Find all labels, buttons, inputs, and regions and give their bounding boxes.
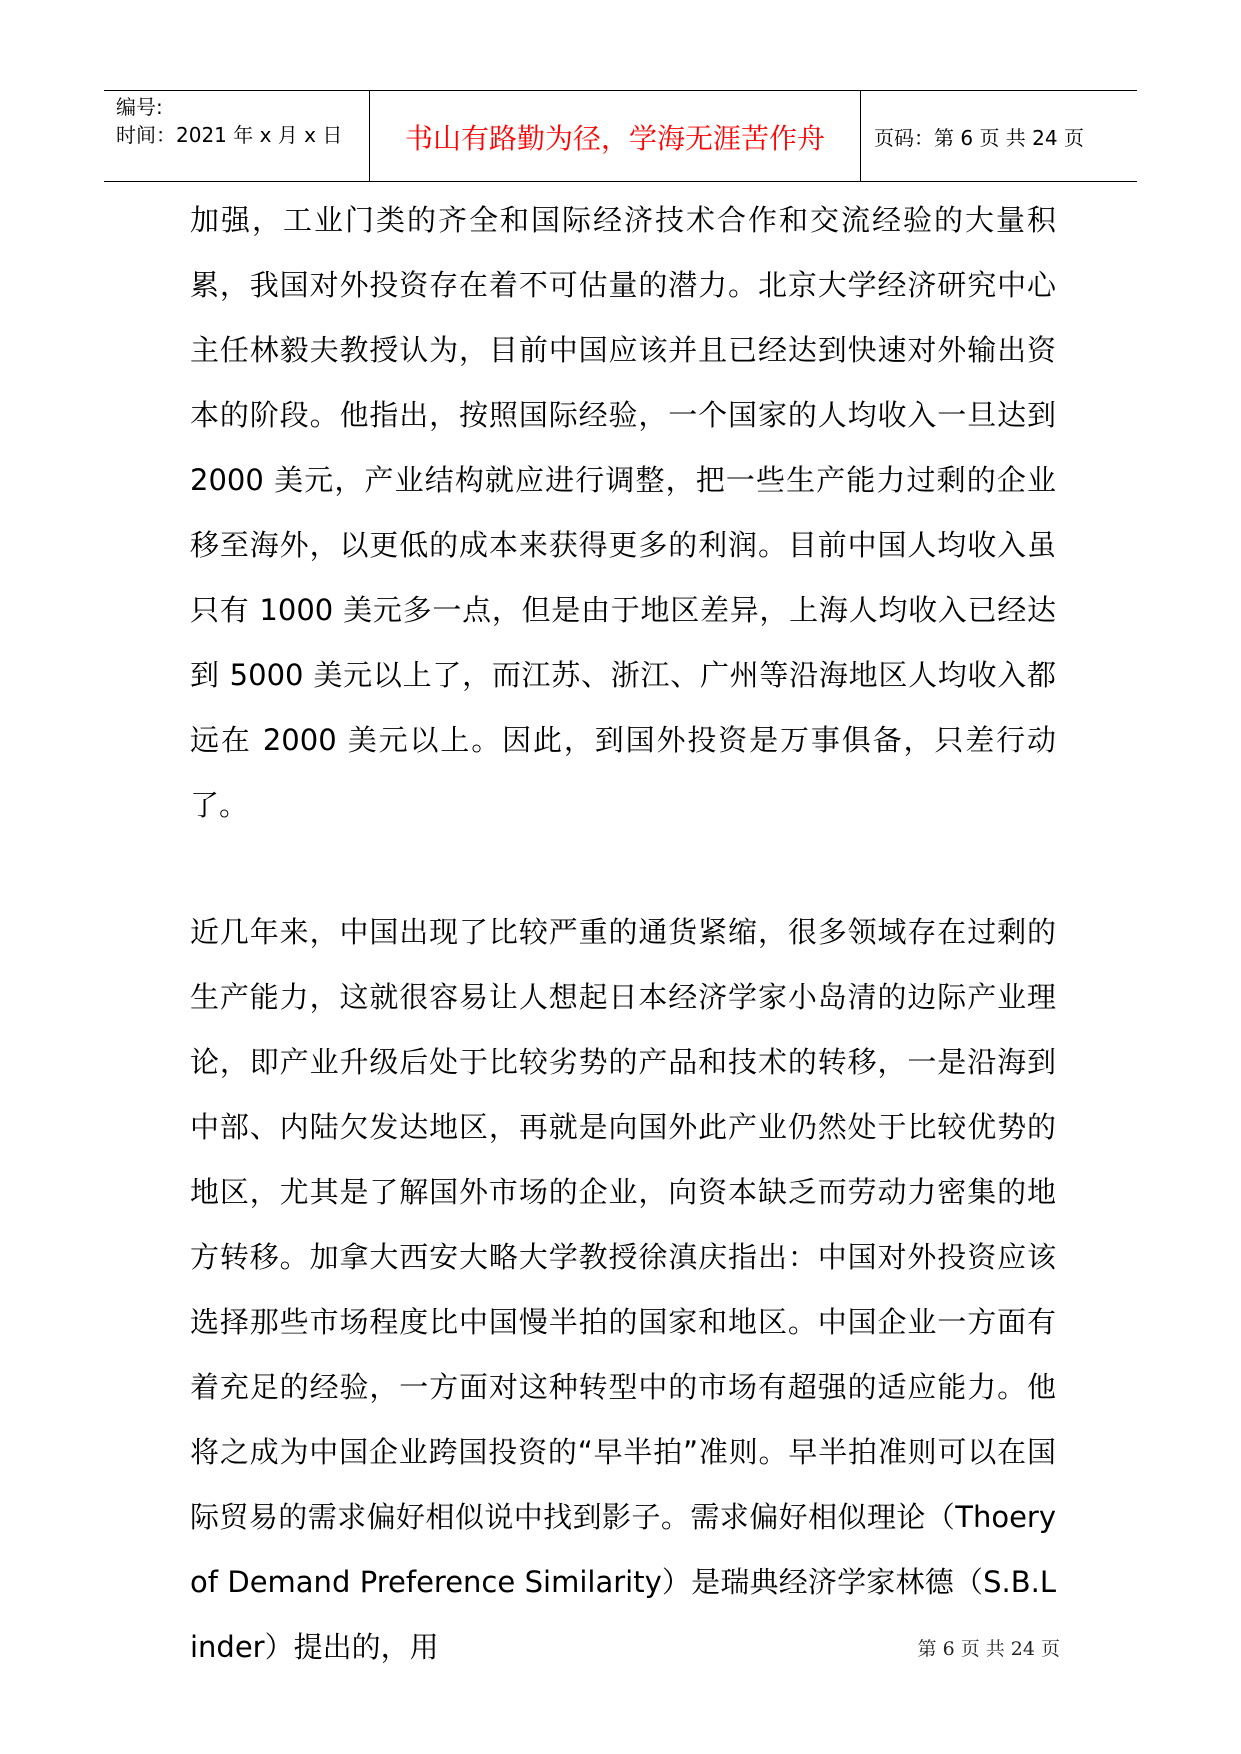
header-divider xyxy=(860,91,861,182)
body-paragraph: 加强，工业门类的齐全和国际经济技术合作和交流经验的大量积累，我国对外投资存在着不可估量的潜力。北京大学经济研究中心主任林毅夫教授认为，目前中国应该并且已经达到快速对外输出资本的阶段。他指出，按照国际经验，一个国家的人均收入一旦达到 2000 美元，产业结构就应进行调整，把一些生产能力过剩的企业移至海外，以更低的成本来获得更多的利润。目前中国人均收入虽只有 1000 美元多一点，但是由于地区差异，上海人均收入已经达到 5000 美元以上了，而江苏、浙江、广州等沿海地区人均收入都远在 2000 美元以上。因此，到国外投资是万事俱备，只差行动了。 xyxy=(190,203,1056,822)
body-paragraph: 近几年来，中国出现了比较严重的通货紧缩，很多领域存在过剩的生产能力，这就很容易让人想起日本经济学家小岛清的边际产业理论，即产业升级后处于比较劣势的产品和技术的转移，一是沿海到中部、内陆欠发达地区，再就是向国外此产业仍然处于比较优势的地区，尤其是了解国外市场的企业，向资本缺乏而劳动力密集的地方转移。加拿大西安大略大学教授徐滇庆指出：中国对外投资应该选择那些市场程度比中国慢半拍的国家和地区。中国企业一方面有着充足的经验，一方面对这种转型中的市场有超强的适应能力。他将之成为中国企业跨国投资的“早半拍”准则。早半拍准则可以在国际贸易的需求偏好相似说中找到影子。需求偏好相似理论（Thoery of Demand Preference Similarity）是瑞典经济学家林德（S.B.Linder）提出的，用 xyxy=(190,915,1056,1664)
page-header xyxy=(104,90,1137,182)
header-page-code: 页码：第 6 页 共 24 页 xyxy=(874,126,1084,150)
header-meta xyxy=(116,93,366,149)
document-number-label: 编号: xyxy=(116,95,163,119)
page-footer: 第 6 页 共 24 页 xyxy=(917,1638,1060,1660)
header-motto: 书山有路勤为径，学海无涯苦作舟 xyxy=(404,121,825,155)
document-time-label: 时间：2021 年 x 月 x 日 xyxy=(116,123,343,147)
document-body xyxy=(190,188,1056,1680)
